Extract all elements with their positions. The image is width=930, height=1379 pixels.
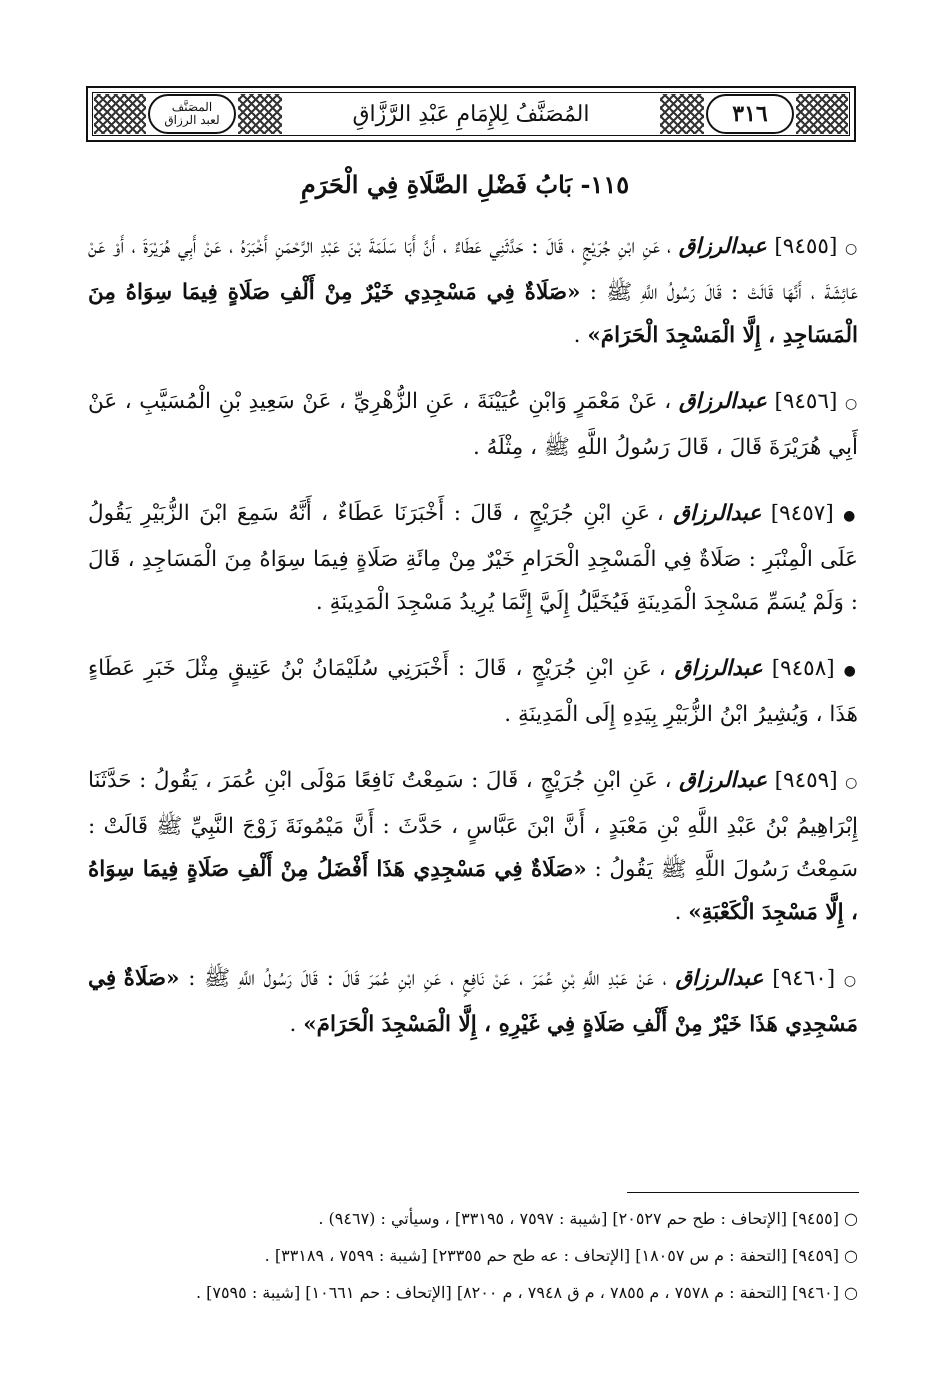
hadith-9459 [88, 759, 858, 934]
hadith-narrator: عبدالرزاق [679, 768, 768, 793]
hadith-marker: ● [843, 508, 858, 524]
hadith-number: [٩٤٦٠] [772, 966, 836, 991]
hadith-9460 [88, 957, 858, 1046]
footnote: ○ [٩٤٦٠] [التحفة : م ٧٥٧٨ ، م ٧٨٥٥ ، م ق ٧٩٤٨ ، م ٨٢٠٠] [الإتحاف : حم ١٠٦٦١] [شيبة : ٧٥٩٥] . [195, 1283, 858, 1302]
hadith-9458 [88, 647, 858, 736]
hadith-quote: «صَلَاةٌ فِي مَسْجِدِي هَذَا خَيْرٌ مِنْ أَلْفِ صَلَاةٍ فِي غَيْرِهِ ، إِلَّا الْمَسْجِدَ الْحَرَامَ» [88, 966, 858, 1037]
logo-line2: لعبد الرزاق [164, 113, 220, 127]
page-number: ٣١٦ [706, 94, 794, 134]
hadith-narrator: عبدالرزاق [673, 501, 762, 526]
hadith-quote: «صَلَاةٌ فِي مَسْجِدِي هَذَا أَفْضَلُ مِنْ أَلْفِ صَلَاةٍ فِيمَا سِوَاهُ ، إِلَّا مَسْجِدَ الْكَعْبَةِ» [88, 857, 858, 925]
hadith-text: ، عَنِ ابْنِ جُرَيْجٍ ، قَالَ : أَخْبَرَنِي سُلَيْمَانُ بْنُ عَتِيقٍ مِثْلَ خَبَرِ عَطَاءٍ هَذَا ، وَيُشِيرُ ابْنُ الزُّبَيْرِ بِيَدِهِ إِلَى الْمَدِينَةِ . [88, 656, 858, 727]
book-title: المُصَنَّفُ لِلإِمَامِ عَبْدِ الرَّزَّاقِ [288, 94, 654, 134]
hadith-text: ، عَنِ ابْنِ جُرَيْجٍ ، قَالَ : سَمِعْتُ نَافِعًا مَوْلَى ابْنِ عُمَرَ ، يَقُولُ : حَدَّثَنَا إِبْرَاهِيمُ بْنُ عَبْدِ اللَّهِ بْنِ مَعْبَدٍ ، أَنَّ ابْنَ عَبَّاسٍ ، حَدَّثَ : أَنَّ مَيْمُونَةَ زَوْجَ النَّبِيِّ ﷺ قَالَتْ : سَمِعْتُ رَسُولَ اللَّهِ ﷺ يَقُولُ : [88, 768, 858, 882]
hadith-tail: . [289, 1012, 297, 1037]
hadith-9457 [88, 492, 858, 624]
hadith-9455 [88, 225, 858, 357]
logo-cartouche [148, 94, 236, 134]
ornament-right-outer [796, 94, 848, 134]
hadith-marker: ○ [845, 396, 858, 412]
hadith-number: [٩٤٥٧] [770, 501, 834, 526]
footnote: ○ [٩٤٥٩] [التحفة : م س ١٨٠٥٧] [الإتحاف : عه طح حم ٢٣٣٥٥] [شيبة : ٧٥٩٩ ، ٣٣١٨٩] . [264, 1246, 858, 1265]
hadith-list [88, 225, 858, 1069]
hadith-9456 [88, 380, 858, 469]
ornament-right-inner [660, 94, 704, 134]
hadith-marker: ○ [843, 973, 858, 989]
hadith-narrator: عبدالرزاق [678, 234, 767, 259]
hadith-number: [٩٤٥٩] [774, 768, 838, 793]
hadith-marker: ○ [845, 775, 859, 791]
hadith-text: ، عَنْ عَبْدِ اللَّهِ بْنِ عُمَرَ ، عَنْ نَافِعٍ ، عَنِ ابْنِ عُمَرَ قَالَ : قَالَ رَسُولُ اللَّهِ ﷺ : [188, 966, 667, 991]
hadith-marker: ○ [845, 241, 859, 257]
logo-line1: المصَنَّف [171, 100, 213, 114]
footnote: ○ [٩٤٥٥] [الإتحاف : طح حم ٢٠٥٢٧] [شيبة : ٧٥٩٧ ، ٣٣١٩٥] ، وسيأتي : (٩٤٦٧) . [318, 1209, 858, 1228]
hadith-quote: «صَلَاةٌ فِي مَسْجِدِي خَيْرٌ مِنْ أَلْفِ صَلَاةٍ فِيمَا سِوَاهُ مِنَ الْمَسَاجِدِ ، إِلَّا الْمَسْجِدَ الْحَرَامَ» [88, 280, 858, 348]
hadith-narrator: عبدالرزاق [675, 966, 764, 991]
hadith-marker: ● [843, 663, 859, 679]
hadith-number: [٩٤٥٥] [774, 234, 838, 259]
hadith-number: [٩٤٥٦] [774, 389, 838, 414]
hadith-text: ، عَنِ ابْنِ جُرَيْجٍ ، قَالَ : أَخْبَرَنَا عَطَاءٌ ، أَنَّهُ سَمِعَ ابْنَ الزُّبَيْرِ يَقُولُ عَلَى الْمِنْبَرِ : صَلَاةٌ فِي الْمَسْجِدِ الْحَرَامِ خَيْرٌ مِنْ مِائَةِ صَلَاةٍ فِيمَا سِوَاهُ مِنَ الْمَسَاجِدِ ، قَالَ : وَلَمْ يُسَمِّ مَسْجِدَ الْمَدِينَةِ فَيُخَيَّلُ إِلَيَّ إِنَّمَا يُرِيدُ مَسْجِدَ الْمَدِينَةِ . [88, 501, 858, 615]
hadith-narrator: عبدالرزاق [674, 656, 763, 681]
hadith-narrator: عبدالرزاق [678, 389, 767, 414]
hadith-tail: . [573, 323, 581, 348]
hadith-tail: . [674, 900, 682, 925]
ornament-left-inner [238, 94, 282, 134]
chapter-title: ١١٥- بَابُ فَضْلِ الصَّلَاةِ فِي الْحَرَمِ [300, 170, 630, 199]
page-header [86, 86, 856, 142]
footnote-divider [627, 1192, 859, 1193]
hadith-text: ، عَنْ مَعْمَرٍ وَابْنِ عُيَيْنَةَ ، عَنِ الزُّهْرِيِّ ، عَنْ سَعِيدِ بْنِ الْمُسَيَّبِ ، عَنْ أَبِي هُرَيْرَةَ قَالَ ، قَالَ رَسُولُ اللَّهِ ﷺ ، مِثْلَهُ . [88, 389, 858, 460]
ornament-left-outer [94, 94, 146, 134]
hadith-text: ، عَنِ ابْنِ جُرَيْجٍ ، قَالَ : حَدَّثَنِي عَطَاءٌ ، أَنَّ أَبَا سَلَمَةَ بْنَ عَبْدِ الرَّحْمَنِ أَخْبَرَهُ ، عَنْ أَبِي هُرَيْرَةَ ، أَوْ عَنْ عَائِشَةَ ، أَنَّهَا قَالَتْ : قَالَ رَسُولُ اللَّهِ ﷺ : [88, 234, 859, 305]
hadith-number: [٩٤٥٨] [771, 656, 835, 681]
footnotes [88, 1200, 858, 1311]
